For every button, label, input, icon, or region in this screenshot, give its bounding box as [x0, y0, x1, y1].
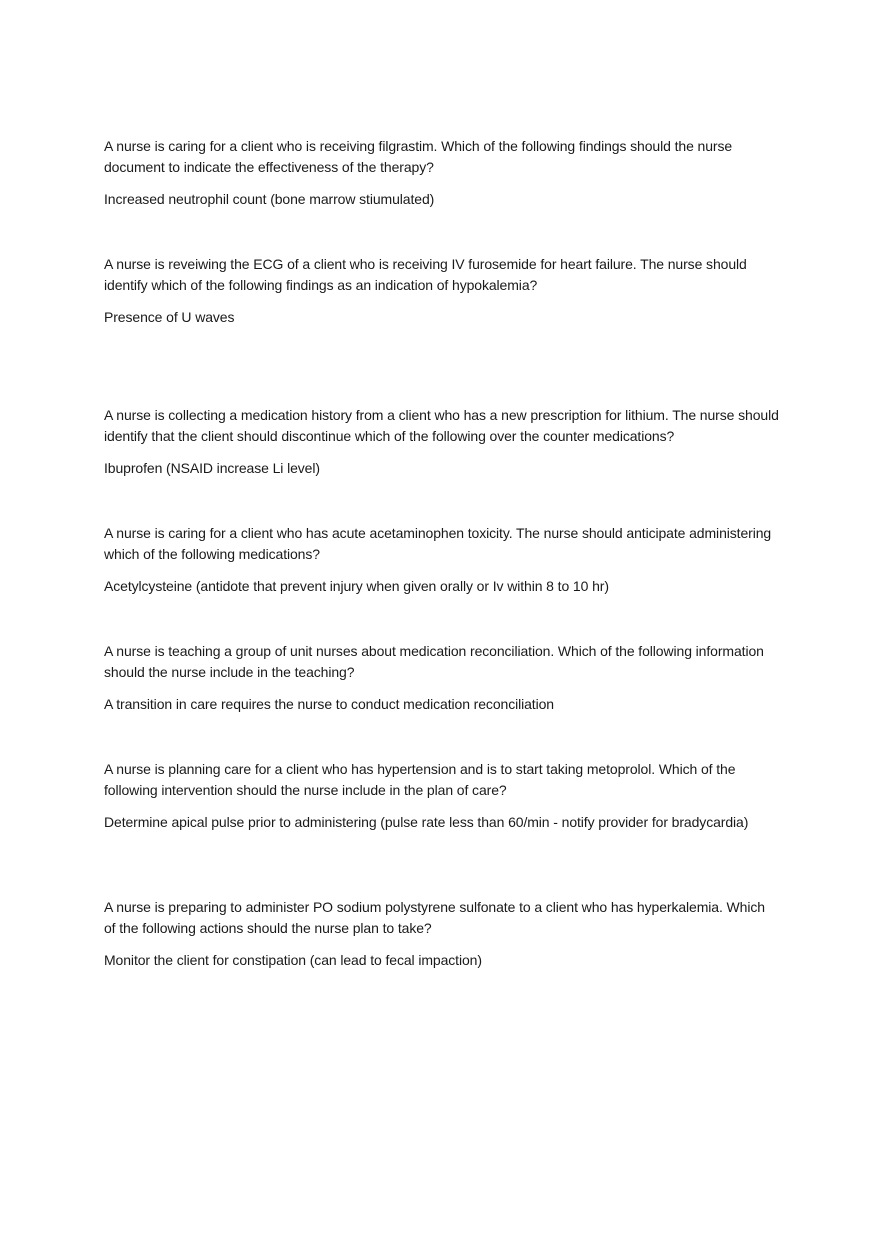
qa-item-1 — [104, 136, 780, 210]
qa-item-4 — [104, 523, 780, 597]
qa-item-2 — [104, 254, 780, 328]
question-text: A nurse is collecting a medication history from a client who has a new prescription for lithium. The nurse should identify that the client should discontinue which of the following over the counter medications? — [104, 407, 779, 444]
answer-text: Ibuprofen (NSAID increase Li level) — [104, 460, 320, 476]
answer-text: Presence of U waves — [104, 309, 235, 325]
question-text: A nurse is teaching a group of unit nurses about medication reconciliation. Which of the following information should the nurse include in the teaching? — [104, 643, 764, 680]
qa-item-3 — [104, 405, 780, 479]
answer-text: Acetylcysteine (antidote that prevent injury when given orally or Iv within 8 to 10 hr) — [104, 578, 609, 594]
qa-item-5 — [104, 641, 780, 715]
qa-item-7 — [104, 897, 780, 971]
question-text: A nurse is preparing to administer PO sodium polystyrene sulfonate to a client who has hyperkalemia. Which of the following actions should the nurse plan to take? — [104, 899, 765, 936]
answer-text: Determine apical pulse prior to administering (pulse rate less than 60/min - notify provider for bradycardia) — [104, 814, 749, 830]
question-text: A nurse is planning care for a client who has hypertension and is to start taking metoprolol. Which of the following intervention should the nurse include in the plan of care? — [104, 761, 736, 798]
qa-item-6 — [104, 759, 780, 833]
answer-text: A transition in care requires the nurse to conduct medication reconciliation — [104, 696, 554, 712]
question-text: A nurse is reveiwing the ECG of a client who is receiving IV furosemide for heart failure. The nurse should identify which of the following findings as an indication of hypokalemia? — [104, 256, 747, 293]
answer-text: Monitor the client for constipation (can lead to fecal impaction) — [104, 952, 482, 968]
answer-text: Increased neutrophil count (bone marrow stiumulated) — [104, 191, 435, 207]
question-text: A nurse is caring for a client who has acute acetaminophen toxicity. The nurse should anticipate administering which of the following medications? — [104, 525, 772, 562]
question-text: A nurse is caring for a client who is receiving filgrastim. Which of the following findings should the nurse document to indicate the effectiveness of the therapy? — [104, 138, 733, 175]
